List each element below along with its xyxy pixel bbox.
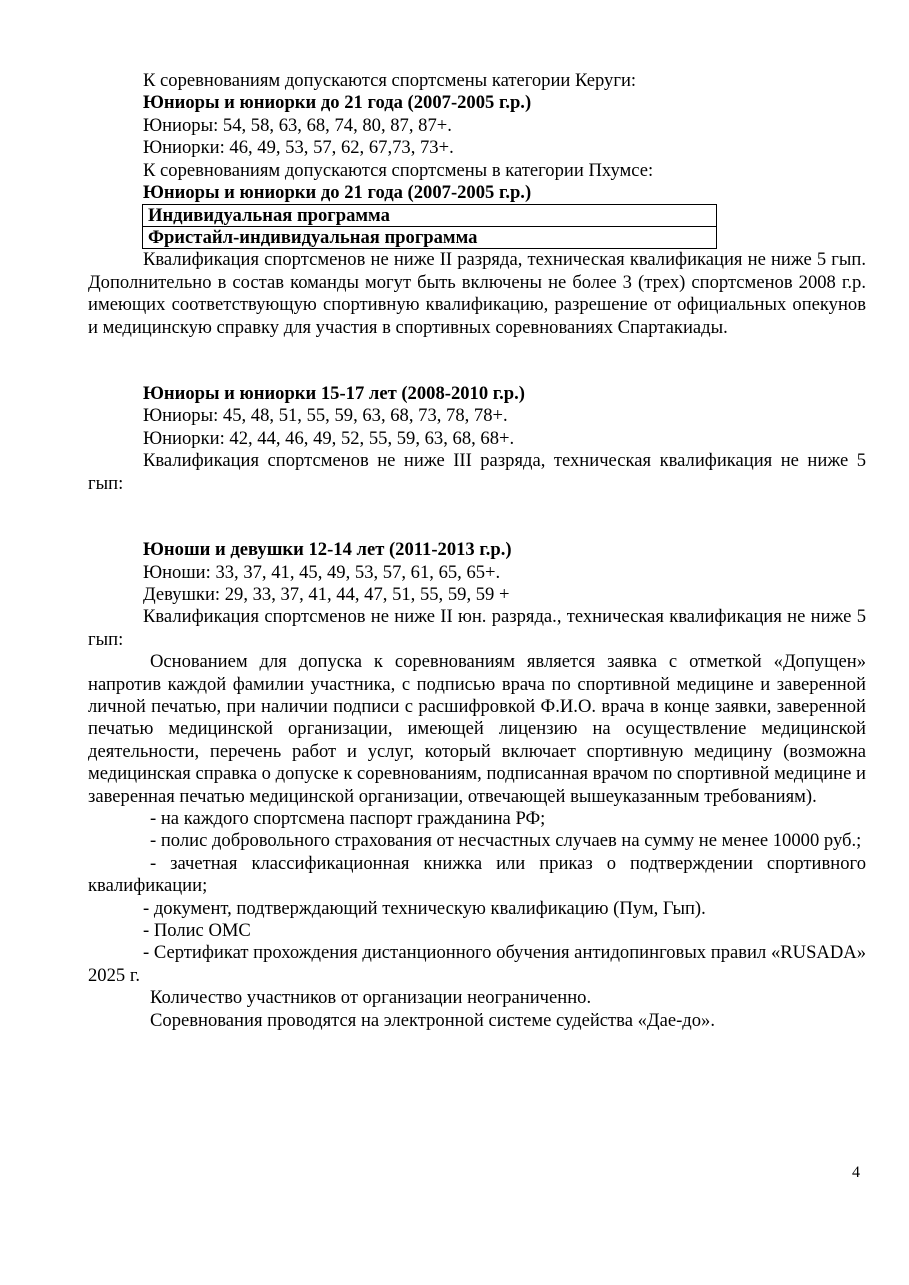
pkhumse-group-heading: Юниоры и юниорки до 21 года (2007-2005 г.р.): [143, 182, 532, 204]
document-classification-book: - зачетная классификационная книжка или приказ о подтверждении спортивного квалификации;: [88, 852, 866, 897]
document-technical-qualification: - документ, подтверждающий техническую квалификацию (Пум, Гып).: [143, 897, 706, 919]
document-rusada-certificate: - Сертификат прохождения дистанционного обучения антидопинговых правил «RUSADA» 2025 г.: [88, 942, 866, 986]
document-page: [88, 70, 866, 1032]
group-15-17-junior-girls: Юниорки: 42, 44, 46, 49, 52, 55, 59, 63, 68, 68+.: [143, 427, 515, 449]
group-12-14-girls: Девушки: 29, 33, 37, 41, 44, 47, 51, 55, 59, 59 +: [143, 583, 510, 605]
document-oms-policy: - Полис ОМС: [143, 920, 251, 941]
kerugi-juniors-weights: Юниоры: 54, 58, 63, 68, 74, 80, 87, 87+.: [143, 114, 452, 136]
program-row: [143, 205, 717, 227]
program-freestyle: Фристайл-индивидуальная программа: [143, 227, 717, 249]
document-passport: - на каждого спортсмена паспорт гражданина РФ;: [150, 807, 546, 829]
kerugi-intro: К соревнованиям допускаются спортсмены категории Керуги:: [143, 70, 637, 91]
program-row: [143, 227, 717, 249]
admission-basis: Основанием для допуска к соревнованиям является заявка с отметкой «Допущен» напротив каждой фамилии участника, с подписью врача по спортивной медицине и заверенной личной печатью, при наличии подписи с расшифровкой Ф.И.О. врача в конце заявки, заверенной печатью медицинской организации, имеющей лицензию на осуществление медицинской деятельности, перечень работ и услуг, который включает спортивную медицину (возможна медицинская справка о допуске к соревнованиям, подписанная врачом по спортивной медицине и заверенная печатью медицинской организации, отвечающей вышеуказанным требованиям).: [88, 651, 866, 807]
kerugi-group-heading: Юниоры и юниорки до 21 года (2007-2005 г.р.): [143, 92, 532, 114]
qualification-15-17: Квалификация спортсменов не ниже III разряда, техническая квалификация не ниже 5 гып:: [88, 450, 866, 494]
group-15-17-heading: Юниоры и юниорки 15-17 лет (2008-2010 г.р.): [143, 383, 525, 405]
participants-limit: Количество участников от организации неограниченно.: [150, 987, 592, 1009]
page-number: 4: [852, 1164, 860, 1181]
pkhumse-intro: К соревнованиям допускаются спортсмены в категории Пхумсе:: [143, 159, 654, 181]
group-12-14-boys: Юноши: 33, 37, 41, 45, 49, 53, 57, 61, 65, 65+.: [143, 561, 501, 583]
qualification-21: Квалификация спортсменов не ниже II разряда, техническая квалификация не ниже 5 гып. Дополнительно в состав команды могут быть включены не более 3 (трех) спортсменов 2008 г.р. имеющих соответствующую спортивную квалификацию, разрешение от официальных опекунов и медицинскую справку для участия в спортивных соревнованиях Спартакиады.: [88, 249, 866, 338]
judging-system: Соревнования проводятся на электронной системе судейства «Дае-до».: [150, 1009, 715, 1031]
program-table: [142, 204, 717, 249]
group-12-14-heading: Юноши и девушки 12-14 лет (2011-2013 г.р.): [143, 539, 512, 561]
group-15-17-juniors: Юниоры: 45, 48, 51, 55, 59, 63, 68, 73, 78, 78+.: [143, 405, 508, 427]
spacer: [88, 495, 866, 539]
document-insurance: - полис добровольного страхования от несчастных случаев на сумму не менее 10000 руб.;: [150, 830, 862, 852]
qualification-12-14: Квалификация спортсменов не ниже II юн. разряда., техническая квалификация не ниже 5 гып:: [88, 606, 866, 650]
kerugi-junior-girls-weights: Юниорки: 46, 49, 53, 57, 62, 67,73, 73+.: [143, 137, 454, 159]
spacer: [88, 339, 866, 383]
program-individual: Индивидуальная программа: [143, 205, 717, 227]
